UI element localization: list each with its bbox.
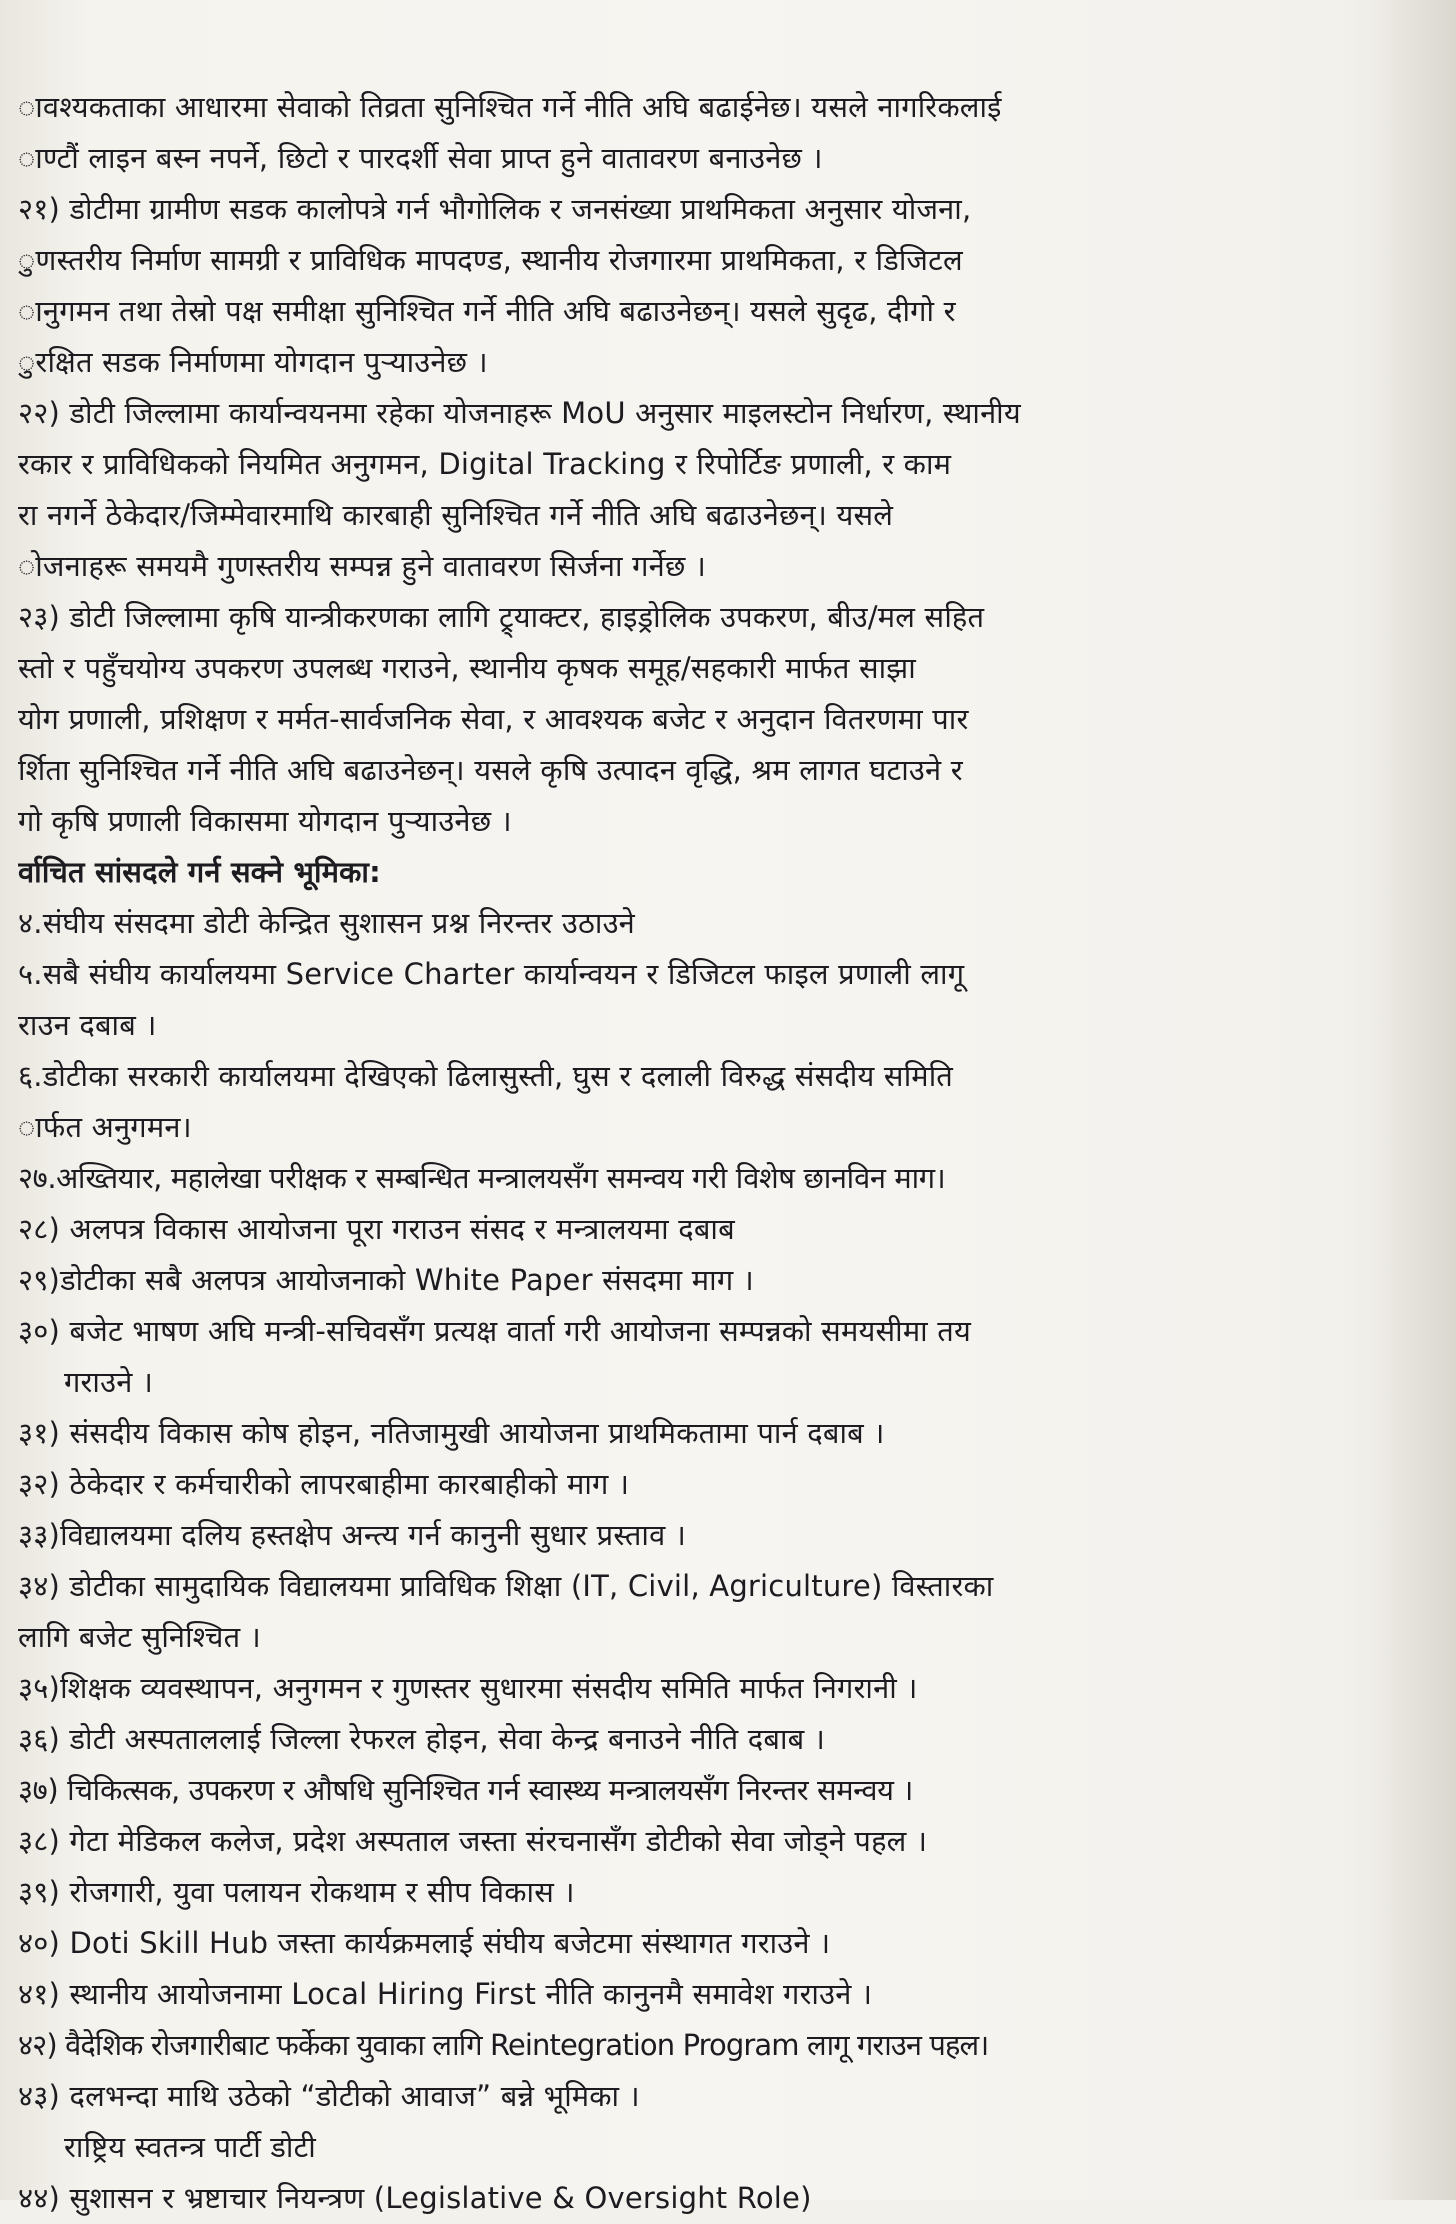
text-line: ४०) Doti Skill Hub जस्ता कार्यक्रमलाई संघीय बजेटमा संस्थागत गराउने । — [18, 1926, 831, 1960]
text-line: योग प्रणाली, प्रशिक्षण र मर्मत-सार्वजनिक सेवा, र आवश्यक बजेट र अनुदान वितरणमा पार — [18, 702, 969, 736]
text-line: लागि बजेट सुनिश्चित । — [18, 1620, 261, 1654]
text-line: ४४) सुशासन र भ्रष्टाचार नियन्त्रण (Legislative & Oversight Role) — [18, 2181, 812, 2215]
text-line: ३६) डोटी अस्पताललाई जिल्ला रेफरल होइन, सेवा केन्द्र बनाउने नीति दबाब । — [18, 1722, 826, 1756]
text-line: ३३)विद्यालयमा दलिय हस्तक्षेप अन्त्य गर्न कानुनी सुधार प्रस्ताव । — [18, 1518, 687, 1552]
document-text — [18, 82, 1428, 2224]
text-line: राउन दबाब । — [18, 1008, 157, 1042]
text-line: ुरक्षित सडक निर्माणमा योगदान पुऱ्याउनेछ । — [18, 345, 488, 379]
text-line: गो कृषि प्रणाली विकासमा योगदान पुऱ्याउनेछ । — [18, 804, 512, 838]
text-line: ३५)शिक्षक व्यवस्थापन, अनुगमन र गुणस्तर सुधारमा संसदीय समिति मार्फत निगरानी । — [18, 1671, 918, 1705]
text-line: ावश्यकताका आधारमा सेवाको तिव्रता सुनिश्चित गर्ने नीति अघि बढाईनेछ। यसले नागरिकलाई — [18, 90, 1002, 124]
text-line: ३९) रोजगारी, युवा पलायन रोकथाम र सीप विकास । — [18, 1875, 575, 1909]
text-line: ६.डोटीका सरकारी कार्यालयमा देखिएको ढिलासुस्ती, घुस र दलाली विरुद्ध संसदीय समिति — [18, 1059, 954, 1093]
text-line: ुणस्तरीय निर्माण सामग्री र प्राविधिक मापदण्ड, स्थानीय रोजगारमा प्राथमिकता, र डिजिटल — [18, 243, 963, 277]
text-line: ३१) संसदीय विकास कोष होइन, नतिजामुखी आयोजना प्राथमिकतामा पार्न दबाब । — [18, 1416, 885, 1450]
text-line: ३०) बजेट भाषण अघि मन्त्री-सचिवसँग प्रत्यक्ष वार्ता गरी आयोजना सम्पन्नको समयसीमा तय — [18, 1314, 972, 1348]
text-line: ३४) डोटीका सामुदायिक विद्यालयमा प्राविधिक शिक्षा (IT, Civil, Agriculture) विस्तारका — [18, 1569, 994, 1603]
section-heading: र्वाचित सांसदले गर्न सक्ने भूमिका: — [18, 855, 381, 889]
text-line: ३२) ठेकेदार र कर्मचारीको लापरबाहीमा कारबाहीको माग । — [18, 1467, 630, 1501]
text-line: ोजनाहरू समयमै गुणस्तरीय सम्पन्न हुने वातावरण सिर्जना गर्नेछ । — [18, 549, 707, 583]
text-line: ानुगमन तथा तेस्रो पक्ष समीक्षा सुनिश्चित गर्ने नीति अघि बढाउनेछन्। यसले सुदृढ, दीगो र — [18, 294, 956, 328]
text-line: ४.संघीय संसदमा डोटी केन्द्रित सुशासन प्रश्न निरन्तर उठाउने — [18, 906, 635, 940]
text-line: ४३) दलभन्दा माथि उठेको “डोटीको आवाज” बन्ने भूमिका । — [18, 2079, 640, 2113]
text-line: २२) डोटी जिल्लामा कार्यान्वयनमा रहेका योजनाहरू MoU अनुसार माइलस्टोन निर्धारण, स्थानीय — [18, 396, 1021, 430]
text-line: गराउने । — [64, 1365, 154, 1399]
text-line: ४१) स्थानीय आयोजनामा Local Hiring First नीति कानुनमै समावेश गराउने । — [18, 1977, 873, 2011]
text-line: ३८) गेटा मेडिकल कलेज, प्रदेश अस्पताल जस्ता संरचनासँग डोटीको सेवा जोड्ने पहल । — [18, 1824, 928, 1858]
text-line: रा नगर्ने ठेकेदार/जिम्मेवारमाथि कारबाही सुनिश्चित गर्ने नीति अघि बढाउनेछन्। यसले — [18, 498, 894, 532]
text-line: २३) डोटी जिल्लामा कृषि यान्त्रीकरणका लागि ट्र्याक्टर, हाइड्रोलिक उपकरण, बीउ/मल सहित — [18, 600, 985, 634]
text-line: रकार र प्राविधिकको नियमित अनुगमन, Digital Tracking र रिपोर्टिङ प्रणाली, र काम — [18, 447, 952, 481]
text-line: २९)डोटीका सबै अलपत्र आयोजनाको White Paper संसदमा माग । — [18, 1263, 754, 1297]
text-line: ार्फत अनुगमन। — [18, 1110, 192, 1144]
text-line: ५.सबै संघीय कार्यालयमा Service Charter कार्यान्वयन र डिजिटल फाइल प्रणाली लागू — [18, 957, 965, 991]
party-name: राष्ट्रिय स्वतन्त्र पार्टी डोटी — [64, 2130, 316, 2164]
text-line: ४२) वैदेशिक रोजगारीबाट फर्केका युवाका लागि Reintegration Program लागू गराउन पहल। — [18, 2028, 989, 2062]
text-line: ाण्टौं लाइन बस्न नपर्ने, छिटो र पारदर्शी सेवा प्राप्त हुने वातावरण बनाउनेछ । — [18, 141, 823, 175]
text-line: ३७) चिकित्सक, उपकरण र औषधि सुनिश्चित गर्न स्वास्थ्य मन्त्रालयसँग निरन्तर समन्वय । — [18, 1773, 913, 1807]
text-line: र्शिता सुनिश्चित गर्ने नीति अघि बढाउनेछन्। यसले कृषि उत्पादन वृद्धि, श्रम लागत घटाउने र — [18, 753, 963, 787]
text-line: २१) डोटीमा ग्रामीण सडक कालोपत्रे गर्न भौगोलिक र जनसंख्या प्राथमिकता अनुसार योजना, — [18, 192, 972, 226]
text-line: २८) अलपत्र विकास आयोजना पूरा गराउन संसद र मन्त्रालयमा दबाब — [18, 1212, 735, 1246]
text-line: २७.अख्तियार, महालेखा परीक्षक र सम्बन्धित मन्त्रालयसँग समन्वय गरी विशेष छानविन माग। — [18, 1161, 946, 1195]
text-line: स्तो र पहुँचयोग्य उपकरण उपलब्ध गराउने, स्थानीय कृषक समूह/सहकारी मार्फत साझा — [18, 651, 916, 685]
